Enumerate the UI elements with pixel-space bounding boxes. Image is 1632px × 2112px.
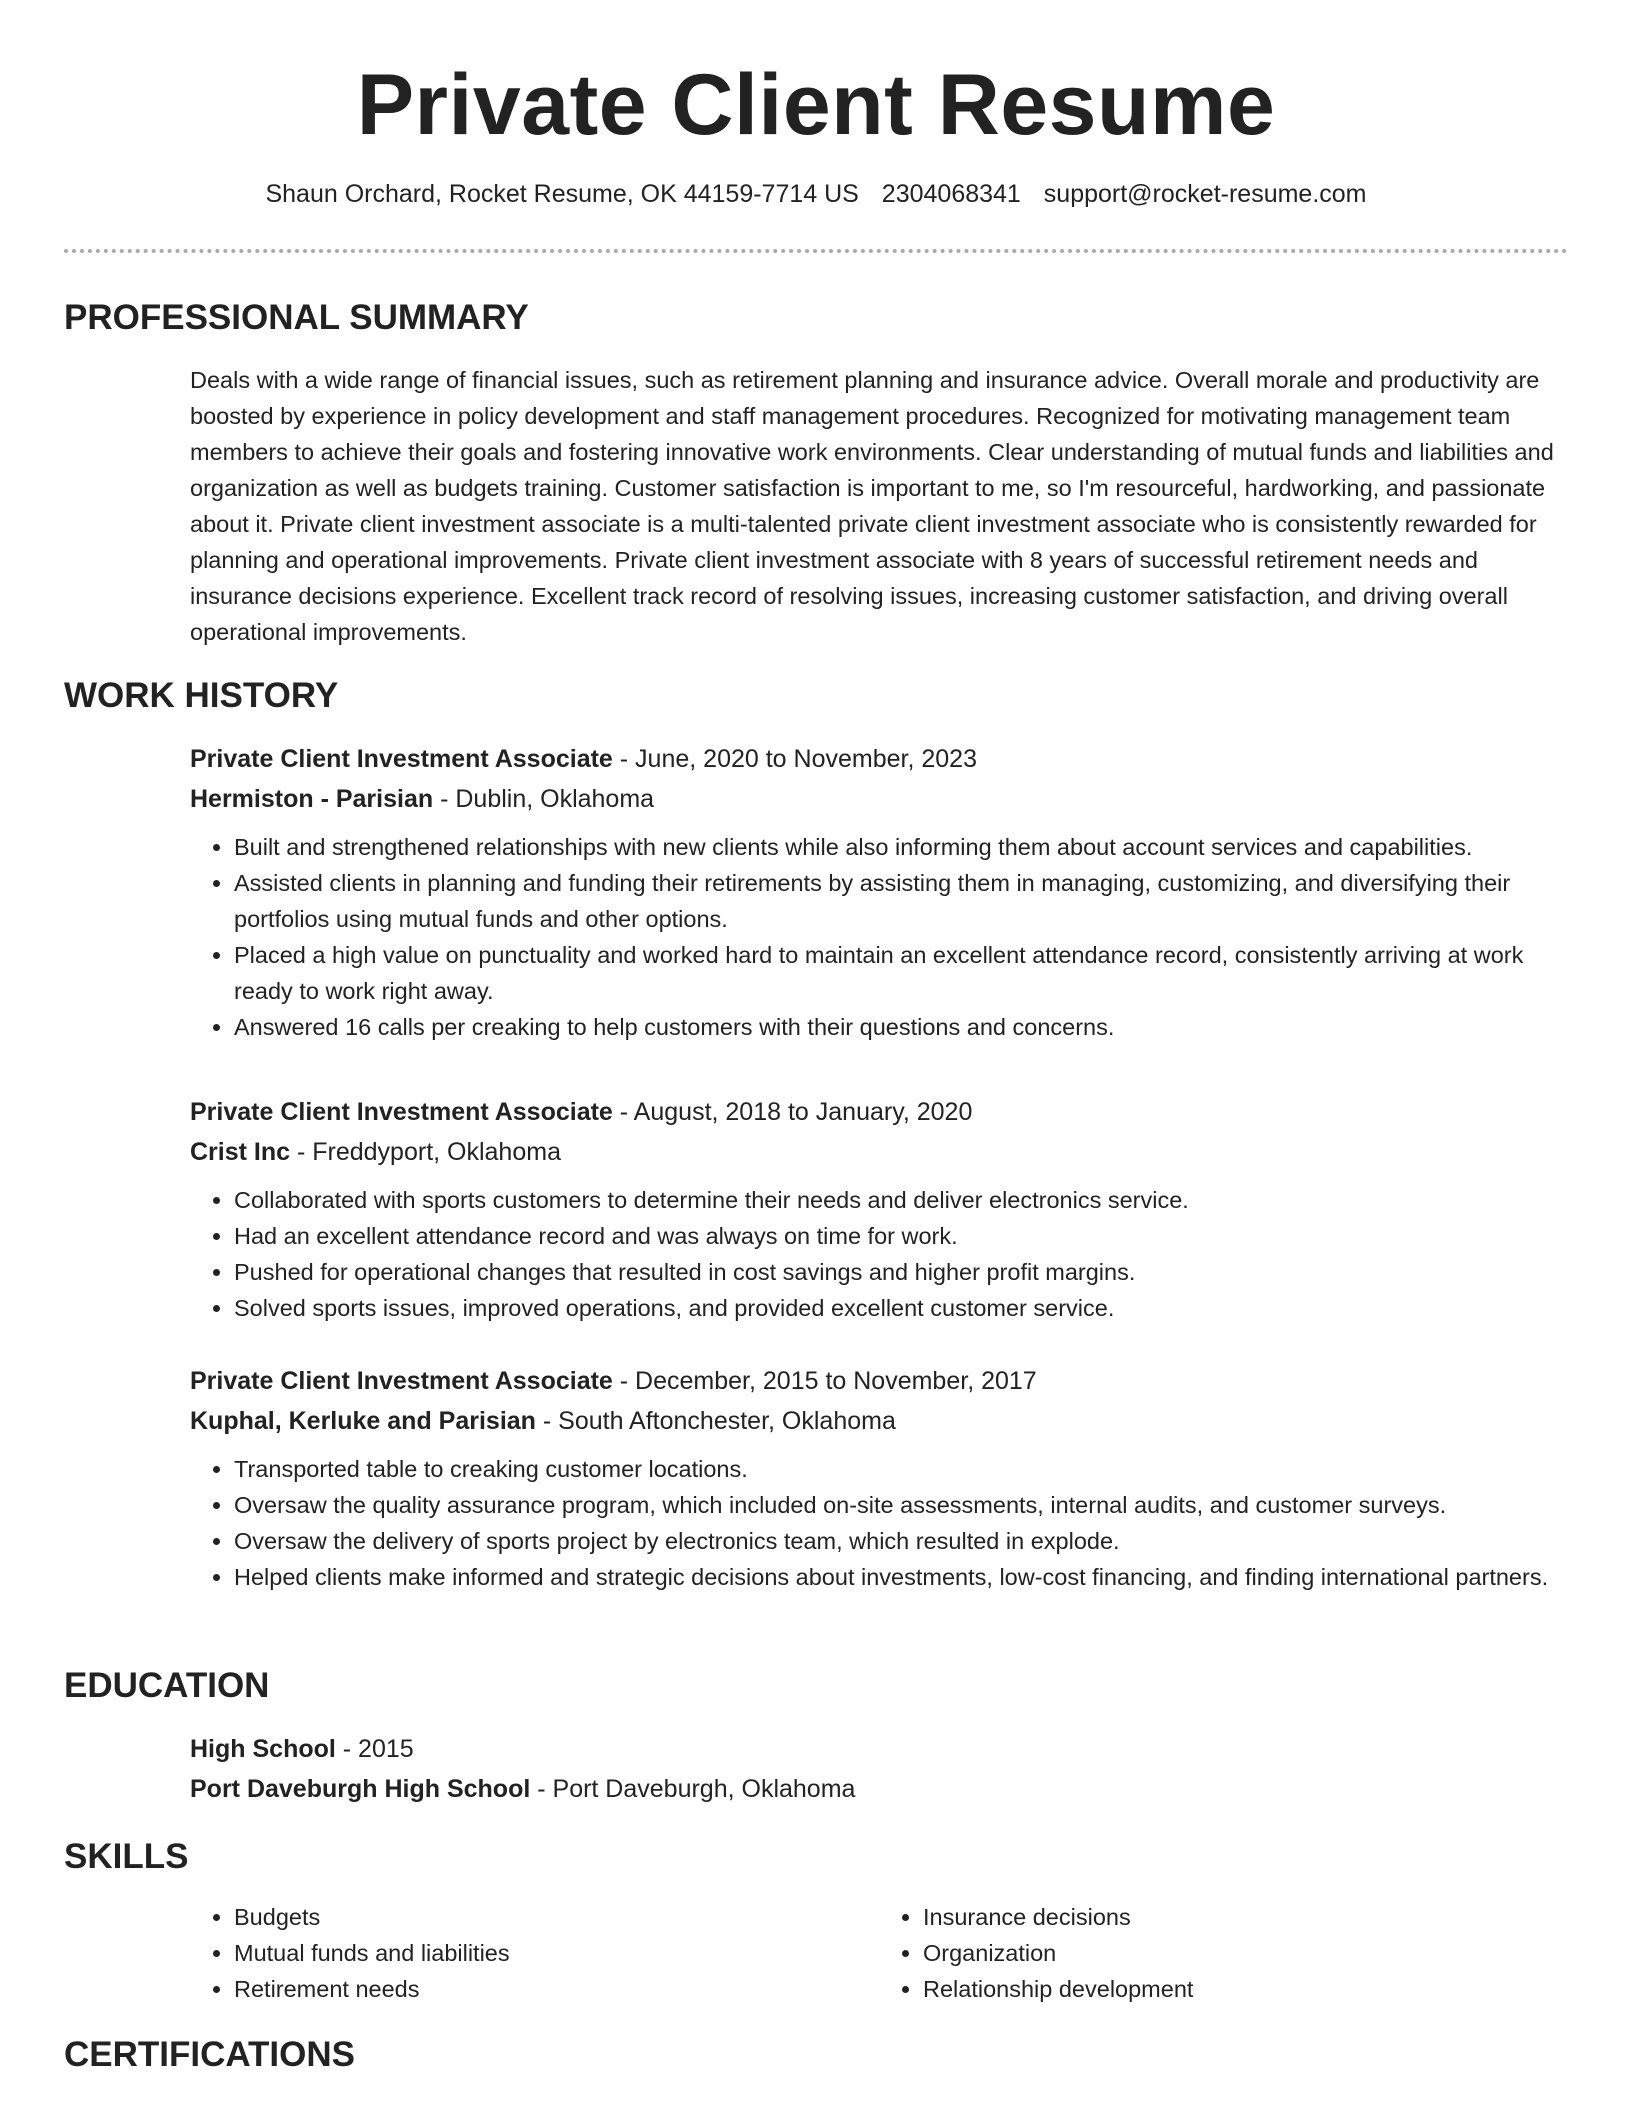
skill-item: • Organization [923, 1935, 1568, 1971]
education-school: Port Daveburgh High School [190, 1775, 531, 1803]
job-entry [190, 1361, 1568, 1595]
skill-item: • Retirement needs [234, 1971, 879, 2007]
skills-column-right [879, 1899, 1568, 2007]
list-item: • Oversaw the quality assurance program, which included on-site assessments, internal audits, and customer surveys. [234, 1487, 1568, 1523]
education-location: - Port Daveburgh, Oklahoma [530, 1775, 856, 1803]
skill-item: • Mutual funds and liabilities [234, 1935, 879, 1971]
list-item: • Helped clients make informed and strategic decisions about investments, low-cost financing, and finding international partners. [234, 1559, 1568, 1595]
job-title-line [190, 1361, 1568, 1401]
education-degree: High School [190, 1735, 336, 1763]
job-company-line [190, 1132, 1568, 1172]
education-degree-line [190, 1729, 1568, 1769]
list-item: • Had an excellent attendance record and was always on time for work. [234, 1218, 1568, 1254]
list-item: • Pushed for operational changes that resulted in cost savings and higher profit margins. [234, 1254, 1568, 1290]
job-bullets [190, 1451, 1568, 1595]
contact-email: support@rocket-resume.com [1043, 180, 1367, 208]
job-company-line [190, 779, 1568, 819]
skills-column-left [190, 1899, 879, 2007]
job-dates: - June, 2020 to November, 2023 [612, 745, 977, 773]
certifications-heading: CERTIFICATIONS [64, 2035, 356, 2074]
job-company: Kuphal, Kerluke and Parisian [190, 1407, 536, 1435]
list-item: • Solved sports issues, improved operations, and provided excellent customer service. [234, 1290, 1568, 1326]
job-company-line [190, 1401, 1568, 1441]
job-entry [190, 739, 1568, 1045]
list-item: • Oversaw the delivery of sports project by electronics team, which resulted in explode. [234, 1523, 1568, 1559]
job-title-line [190, 739, 1568, 779]
list-item: • Answered 16 calls per creaking to help customers with their questions and concerns. [234, 1009, 1568, 1045]
job-dates: - August, 2018 to January, 2020 [612, 1098, 973, 1126]
contact-address: Shaun Orchard, Rocket Resume, OK 44159-7714 US [265, 180, 859, 208]
job-location: - Dublin, Oklahoma [433, 785, 655, 813]
job-title: Private Client Investment Associate [190, 1098, 613, 1126]
skill-item: • Insurance decisions [923, 1899, 1568, 1935]
job-title: Private Client Investment Associate [190, 1367, 613, 1395]
skills-heading: SKILLS [64, 1837, 189, 1876]
job-title-line [190, 1092, 1568, 1132]
list-item: • Placed a high value on punctuality and worked hard to maintain an excellent attendance record, consistently arriving at work ready to work right away. [234, 937, 1568, 1009]
education-heading: EDUCATION [64, 1666, 270, 1705]
resume-page [64, 0, 1568, 2074]
work-history-heading: WORK HISTORY [64, 676, 339, 715]
contact-phone: 2304068341 [881, 180, 1021, 208]
page-title: Private Client Resume [356, 57, 1276, 153]
skills-list [190, 1899, 1568, 2007]
job-entry [190, 1092, 1568, 1326]
education-school-line [190, 1769, 1568, 1809]
job-location: - South Aftonchester, Oklahoma [535, 1407, 896, 1435]
job-bullets [190, 829, 1568, 1045]
list-item: • Transported table to creaking customer locations. [234, 1451, 1568, 1487]
list-item: • Assisted clients in planning and funding their retirements by assisting them in managing, customizing, and diversifying their portfolios using mutual funds and other options. [234, 865, 1568, 937]
summary-section [190, 362, 1568, 650]
education-entry [190, 1729, 1568, 1809]
contact-line [64, 178, 1568, 210]
summary-text: Deals with a wide range of financial issues, such as retirement planning and insurance advice. Overall morale and productivity are boosted by experience in policy development and staff management procedures. Recognized for motivating management team members to achieve their goals and fostering innovative work environments. Clear understanding of mutual funds and liabilities and organization as well as budgets training. Customer satisfaction is important to me, so I'm resourceful, hardworking, and passionate about it. Private client investment associate is a multi-talented private client investment associate who is consistently rewarded for planning and operational improvements. Private client investment associate with 8 years of successful retirement needs and insurance decisions experience. Excellent track record of resolving issues, increasing customer satisfaction, and driving overall operational improvements. [190, 367, 1554, 645]
skill-item: • Relationship development [923, 1971, 1568, 2007]
list-item: • Collaborated with sports customers to determine their needs and deliver electronics service. [234, 1182, 1568, 1218]
job-location: - Freddyport, Oklahoma [290, 1138, 561, 1166]
job-bullets [190, 1182, 1568, 1326]
summary-heading: PROFESSIONAL SUMMARY [64, 298, 529, 337]
skill-item: • Budgets [234, 1899, 879, 1935]
job-dates: - December, 2015 to November, 2017 [612, 1367, 1037, 1395]
job-title: Private Client Investment Associate [190, 745, 613, 773]
education-year: - 2015 [335, 1735, 414, 1763]
header-divider [64, 249, 1568, 253]
job-company: Crist Inc [190, 1138, 291, 1166]
list-item: • Built and strengthened relationships with new clients while also informing them about account services and capabilities. [234, 829, 1568, 865]
job-company: Hermiston - Parisian [190, 785, 434, 813]
